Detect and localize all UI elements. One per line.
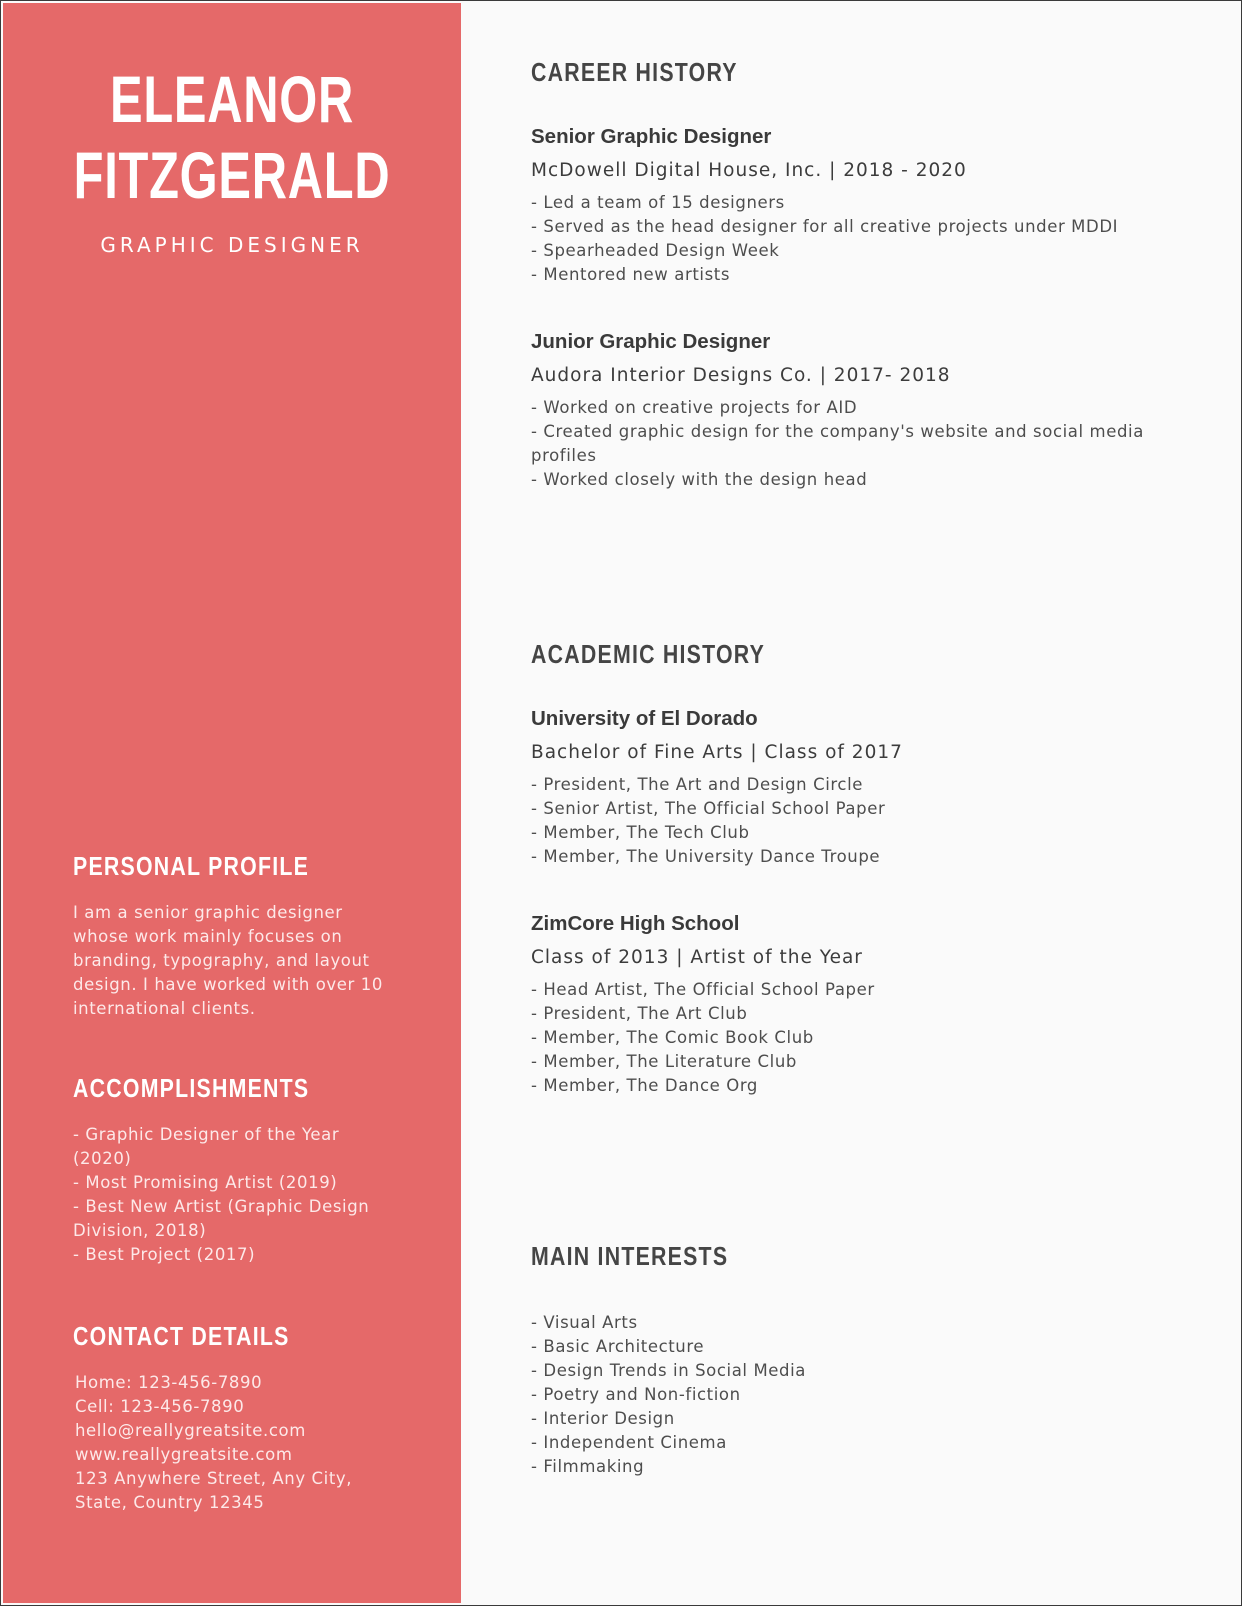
job-duties <box>531 396 1211 492</box>
job-company: Audora Interior Designs Co. | 2017- 2018 <box>531 365 951 386</box>
list-item: - Member, The Literature Club <box>531 1052 797 1071</box>
list-item: - Member, The University Dance Troupe <box>531 847 881 866</box>
interests-heading: MAIN INTERESTS <box>531 1241 729 1271</box>
home-phone: Home: 123-456-7890 <box>75 1373 263 1392</box>
list-item: - Member, The Comic Book Club <box>531 1028 814 1047</box>
list-item: - Basic Architecture <box>531 1337 705 1356</box>
list-item: - Design Trends in Social Media <box>531 1361 807 1380</box>
job-position: Junior Graphic Designer <box>531 330 771 353</box>
list-item: - Best Project (2017) <box>73 1245 256 1264</box>
list-item: - Worked on creative projects for AID <box>531 398 858 417</box>
job-position: Senior Graphic Designer <box>531 125 772 148</box>
academic-entry <box>531 910 1211 1098</box>
accomplishments-list <box>73 1123 403 1267</box>
list-item: - Visual Arts <box>531 1313 638 1332</box>
profile-text: I am a senior graphic designer whose work mainly focuses on branding, typography, and layout design. I have worked with over 10 international clients. <box>73 903 383 1018</box>
list-item: - President, The Art Club <box>531 1004 748 1023</box>
job-company: McDowell Digital House, Inc. | 2018 - 2020 <box>531 160 967 181</box>
list-item: - Member, The Tech Club <box>531 823 750 842</box>
sidebar <box>3 3 461 1603</box>
academic-entry <box>531 705 1211 869</box>
list-item: - Poetry and Non-fiction <box>531 1385 741 1404</box>
accomplishments-heading: ACCOMPLISHMENTS <box>73 1073 310 1103</box>
address: 123 Anywhere Street, Any City, State, Country 12345 <box>75 1469 353 1512</box>
school-degree: Class of 2013 | Artist of the Year <box>531 947 863 968</box>
job-duties <box>531 191 1211 287</box>
list-item: - Most Promising Artist (2019) <box>73 1173 338 1192</box>
first-name: ELEANOR <box>110 62 354 136</box>
list-item: - Head Artist, The Official School Paper <box>531 980 875 999</box>
list-item: - Mentored new artists <box>531 265 731 284</box>
list-item: - Graphic Designer of the Year (2020) <box>73 1125 340 1168</box>
list-item: - Filmmaking <box>531 1457 645 1476</box>
career-heading: CAREER HISTORY <box>531 57 738 87</box>
school-activities <box>531 773 1211 869</box>
list-item: - Interior Design <box>531 1409 675 1428</box>
interests-list <box>531 1311 1211 1479</box>
academic-heading: ACADEMIC HISTORY <box>531 639 766 669</box>
contact-heading: CONTACT DETAILS <box>73 1321 290 1351</box>
list-item: - Worked closely with the design head <box>531 470 868 489</box>
list-item: - Created graphic design for the company's website and social media profiles <box>531 422 1144 465</box>
list-item: - President, The Art and Design Circle <box>531 775 864 794</box>
school-name: ZimCore High School <box>531 912 740 935</box>
list-item: - Senior Artist, The Official School Paper <box>531 799 886 818</box>
school-activities <box>531 978 1211 1098</box>
last-name: FITZGERALD <box>73 138 391 212</box>
job-title: GRAPHIC DESIGNER <box>100 233 364 257</box>
list-item: - Independent Cinema <box>531 1433 727 1452</box>
cell-phone: Cell: 123-456-7890 <box>75 1397 245 1416</box>
candidate-name <box>63 61 402 213</box>
profile-heading: PERSONAL PROFILE <box>73 851 310 881</box>
list-item: - Spearheaded Design Week <box>531 241 780 260</box>
contact-details <box>75 1371 375 1515</box>
career-entry <box>531 328 1211 492</box>
career-entry <box>531 123 1211 287</box>
school-degree: Bachelor of Fine Arts | Class of 2017 <box>531 742 903 763</box>
list-item: - Best New Artist (Graphic Design Division, 2018) <box>73 1197 370 1240</box>
email-link[interactable]: hello@reallygreatsite.com <box>75 1421 306 1440</box>
list-item: - Served as the head designer for all creative projects under MDDI <box>531 217 1119 236</box>
list-item: - Member, The Dance Org <box>531 1076 758 1095</box>
school-name: University of El Dorado <box>531 707 758 730</box>
list-item: - Led a team of 15 designers <box>531 193 785 212</box>
website-link[interactable]: www.reallygreatsite.com <box>75 1445 293 1464</box>
